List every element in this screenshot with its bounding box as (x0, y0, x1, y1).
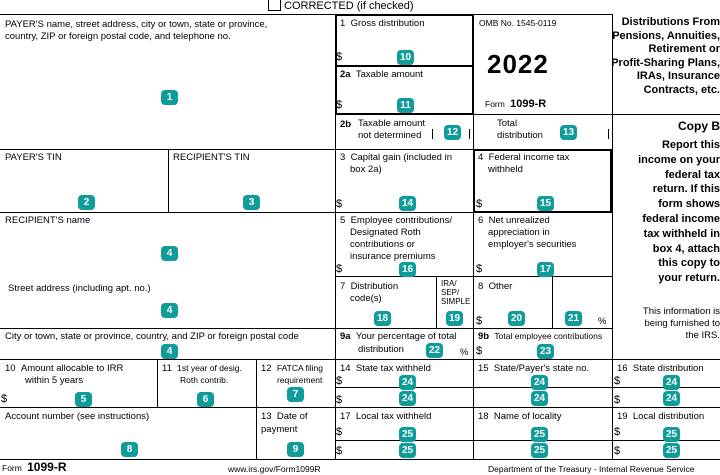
copy-line-3: federal tax (664, 168, 720, 181)
box7-label-2: code(s) (350, 293, 382, 304)
box19-dollar-1: $ (614, 426, 621, 438)
box9a-label-2: distribution (358, 344, 404, 355)
box12-label-2: requirement (277, 375, 323, 385)
copy-heading: Copy B (678, 119, 720, 133)
recipient-tin-label: RECIPIENT'S TIN (173, 152, 250, 163)
copy-line-6: federal income (642, 212, 720, 225)
title-line-1: Distributions From (621, 16, 720, 28)
box8-percent: % (598, 316, 607, 327)
callout-badge-24a: 24 (399, 375, 416, 390)
corrected-label: CORRECTED (if checked) (284, 0, 414, 12)
callout-badge-24f: 24 (663, 391, 680, 406)
callout-badge-25a: 25 (399, 427, 416, 442)
omb-form-name: Form 1099-R (485, 98, 547, 110)
ira-label-3: SIMPLE (441, 297, 471, 306)
payer-name-label-2: country, ZIP or foreign postal code, and telephone no. (5, 31, 231, 42)
callout-badge-24c: 24 (531, 375, 548, 390)
footer-url: www.irs.gov/Form1099R (228, 464, 321, 474)
box10-label-1: 10 Amount allocable to IRR (5, 363, 124, 374)
copy-line-8: box 4, attach (652, 242, 720, 255)
callout-badge-21: 21 (565, 311, 582, 326)
title-line-5: IRAs, Insurance (636, 70, 720, 82)
box2a-dollar: $ (336, 99, 343, 111)
box15-label: 15 State/Payer's state no. (478, 363, 590, 374)
corrected-checkbox[interactable] (268, 0, 281, 11)
callout-badge-11: 11 (397, 98, 414, 113)
callout-badge-24d: 24 (531, 391, 548, 406)
callout-badge-2: 2 (78, 195, 95, 210)
box19-dollar-2: $ (614, 445, 621, 457)
copy-line-7: tax withheld in (643, 227, 720, 240)
callout-badge-24b: 24 (399, 391, 416, 406)
callout-badge-5: 5 (75, 392, 92, 407)
box11-label-1: 11 1st year of desig. (162, 363, 242, 374)
box5-label-1: 5 Employee contributions/ (340, 215, 452, 226)
copy-note-line-2: being furnished to (644, 318, 720, 329)
callout-badge-25f: 25 (663, 443, 680, 458)
copy-line-1: Report this (661, 139, 720, 151)
copy-line-9: this copy to (658, 257, 720, 270)
box18-label: 18 Name of locality (478, 411, 562, 422)
recipient-city-label: City or town, state or province, country, and ZIP or foreign postal code (5, 331, 299, 342)
title-line-2: Pensions, Annuities, (612, 29, 720, 42)
box6-label-2: appreciation in (488, 227, 550, 238)
callout-badge-7: 7 (287, 387, 304, 402)
callout-badge-25e: 25 (663, 427, 680, 442)
box16-dollar-1: $ (614, 375, 621, 387)
box5-label-4: insurance premiums (350, 251, 436, 262)
box1-label: 1 Gross distribution (340, 18, 425, 29)
total-distribution-label-2: distribution (497, 130, 543, 141)
box4-dollar: $ (476, 198, 483, 210)
account-number-label: Account number (see instructions) (5, 411, 150, 422)
box9a-percent: % (460, 347, 469, 358)
callout-badge-22: 22 (426, 343, 443, 358)
callout-badge-25c: 25 (531, 427, 548, 442)
box19-label: 19 Local distribution (617, 411, 705, 422)
callout-badge-14: 14 (399, 196, 416, 211)
box9a-label-1: 9a Your percentage of total (340, 331, 457, 342)
callout-badge-12: 12 (444, 125, 461, 140)
box10-label-2: within 5 years (25, 375, 84, 386)
title-line-4: Profit-Sharing Plans, (611, 56, 720, 69)
box2b-label-1: Taxable amount (358, 118, 426, 129)
title-line-6: Contracts, etc. (643, 83, 720, 96)
box14-label: 14 State tax withheld (340, 363, 431, 374)
box11-label-2: Roth contrib. (180, 375, 229, 385)
box9b-dollar: $ (476, 345, 483, 357)
box7-label-1: 7 Distribution (340, 281, 399, 292)
box5-label-3: contributions or (350, 239, 415, 250)
callout-badge-23: 23 (537, 344, 554, 359)
box3-label-2: box 2a) (350, 164, 382, 175)
box10-dollar: $ (1, 393, 8, 405)
copy-line-2: income on your (638, 153, 720, 166)
copy-line-10: your return. (658, 272, 720, 285)
box6-label-1: 6 Net unrealized (478, 215, 550, 226)
box16-dollar-2: $ (614, 394, 621, 406)
box9b-label: 9b Total employee contributions (478, 331, 603, 342)
copy-line-4: return. If this (652, 183, 720, 196)
copy-note-line-1: This information is (642, 306, 720, 317)
box5-dollar: $ (336, 263, 343, 275)
callout-badge-9: 9 (287, 442, 304, 457)
box17-label: 17 Local tax withheld (340, 411, 432, 422)
box6-dollar: $ (476, 263, 483, 275)
box2b-label-2: not determined (358, 130, 422, 141)
footer-department: Department of the Treasury - Internal Revenue Service (488, 464, 695, 474)
box3-dollar: $ (336, 198, 343, 210)
tax-year: 2022 (487, 49, 549, 79)
callout-badge-17: 17 (537, 262, 554, 277)
box8-label: 8 Other (478, 281, 513, 292)
box16-label: 16 State distribution (617, 363, 704, 374)
box4-label-2: withheld (488, 164, 523, 175)
box14-dollar-1: $ (336, 375, 343, 387)
copy-note-line-3: the IRS. (685, 330, 720, 341)
copy-instructions (600, 138, 720, 286)
callout-badge-3: 3 (243, 195, 260, 210)
copy-line-5: form shows (658, 198, 720, 211)
callout-badge-10: 10 (397, 50, 414, 65)
callout-badge-18: 18 (374, 311, 391, 326)
total-distribution-label-1: Total (497, 118, 518, 129)
box2a-label: 2a Taxable amount (340, 69, 423, 80)
title-line-3: Retirement or (648, 43, 720, 55)
callout-badge-6: 6 (197, 392, 214, 407)
box4-label-1: 4 Federal income tax (478, 152, 570, 163)
recipient-street-label: Street address (including apt. no.) (8, 283, 151, 294)
box2b-number: 2b (340, 119, 352, 130)
callout-badge-1: 1 (161, 90, 178, 105)
box5-label-2: Designated Roth (350, 227, 421, 238)
payer-name-label: PAYER'S name, street address, city or town, state or province, (5, 19, 268, 30)
callout-badge-15: 15 (537, 196, 554, 211)
box17-dollar-2: $ (336, 445, 343, 457)
callout-badge-13: 13 (560, 125, 577, 140)
callout-badge-16: 16 (399, 262, 416, 277)
omb-number: OMB No. 1545-0119 (479, 18, 557, 28)
ira-label-2: SEP/ (441, 288, 460, 297)
footer-form-name: Form 1099-R (2, 460, 67, 474)
box17-dollar-1: $ (336, 426, 343, 438)
box14-dollar-2: $ (336, 394, 343, 406)
form-title (590, 16, 720, 97)
box13-label-2: payment (261, 424, 298, 435)
callout-badge-25d: 25 (531, 443, 548, 458)
callout-badge-24e: 24 (663, 375, 680, 390)
box1-dollar: $ (336, 51, 343, 63)
ira-label-1: IRA/ (441, 279, 457, 288)
box12-label-1: 12 FATCA filing (261, 363, 323, 374)
callout-badge-4b: 4 (161, 303, 178, 318)
callout-badge-20: 20 (508, 311, 525, 326)
callout-badge-4a: 4 (161, 246, 178, 261)
callout-badge-19: 19 (446, 311, 463, 326)
callout-badge-4c: 4 (161, 344, 178, 359)
box8-dollar: $ (476, 315, 483, 327)
box13-label-1: 13 Date of (261, 411, 308, 422)
box6-label-3: employer's securities (488, 239, 577, 250)
box3-label-1: 3 Capital gain (included in (340, 152, 452, 163)
callout-badge-8: 8 (121, 442, 138, 457)
callout-badge-25b: 25 (399, 443, 416, 458)
copy-note (600, 306, 720, 342)
payer-tin-label: PAYER'S TIN (5, 152, 62, 163)
recipient-name-label: RECIPIENT'S name (5, 215, 91, 226)
